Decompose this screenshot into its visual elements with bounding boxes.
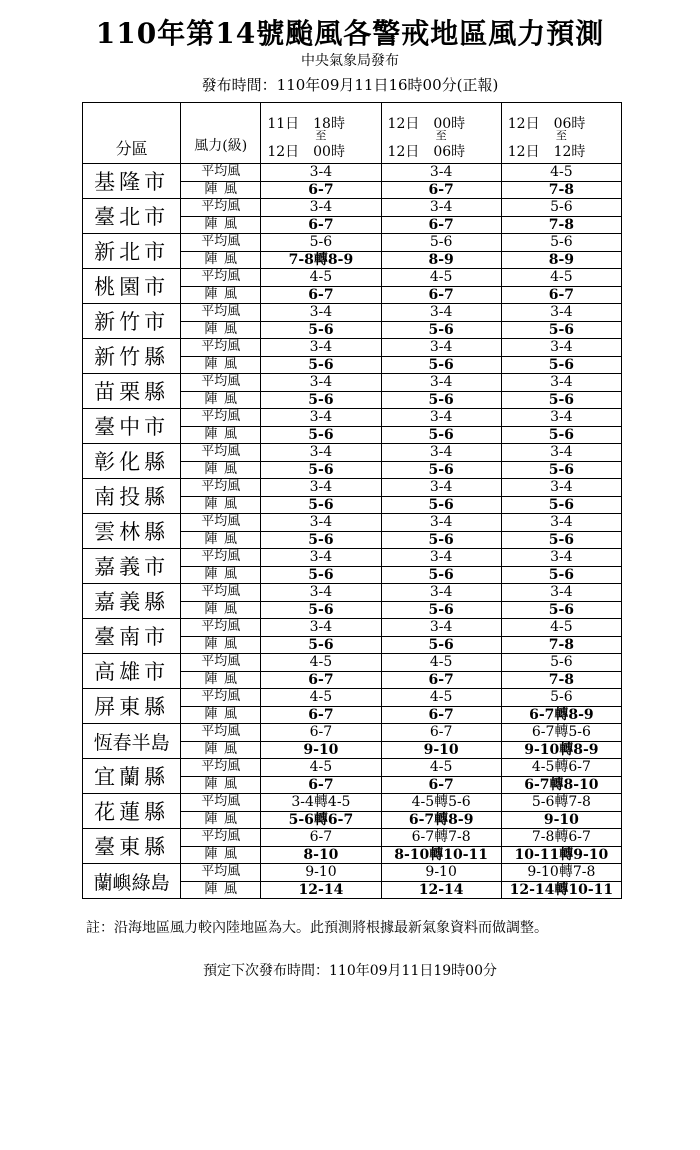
label-gust (181, 811, 261, 829)
label-average-wind (181, 479, 261, 497)
average-wind-value: 4-5 (261, 269, 381, 287)
label-average-wind (181, 339, 261, 357)
average-wind-value: 3-4 (381, 514, 501, 532)
area-name: 苗栗縣 (83, 374, 181, 409)
period-start: 12日 00時 (387, 116, 466, 132)
gust-value: 6-7 (381, 776, 501, 794)
average-wind-value: 3-4 (261, 444, 381, 462)
table-row (83, 199, 622, 217)
gust-value: 5-6 (501, 426, 621, 444)
average-wind-value: 6-7轉5-6 (501, 724, 621, 742)
gust-value: 10-11轉9-10 (501, 846, 621, 864)
average-wind-value: 3-4 (261, 514, 381, 532)
wind-type-text: 陣風 (204, 251, 237, 267)
average-wind-value: 5-6 (501, 234, 621, 252)
area-name: 基隆市 (83, 164, 181, 199)
area-name: 恆春半島 (83, 724, 181, 759)
table-row (83, 794, 622, 812)
wind-type-text: 平均風 (201, 724, 241, 740)
average-wind-value: 4-5 (381, 269, 501, 287)
wind-type-text: 陣風 (204, 496, 237, 512)
gust-value: 5-6 (381, 531, 501, 549)
label-average-wind (181, 304, 261, 322)
table-row (83, 374, 622, 392)
label-gust (181, 181, 261, 199)
average-wind-value: 6-7 (261, 829, 381, 847)
label-average-wind (181, 199, 261, 217)
average-wind-value: 4-5 (381, 654, 501, 672)
gust-value: 8-9 (501, 251, 621, 269)
wind-type-text: 陣風 (204, 706, 237, 722)
wind-type-text: 平均風 (201, 409, 241, 425)
gust-value: 6-7 (381, 216, 501, 234)
average-wind-value: 4-5 (501, 619, 621, 637)
label-average-wind (181, 234, 261, 252)
area-name: 雲林縣 (83, 514, 181, 549)
wind-type-text: 平均風 (201, 234, 241, 250)
wind-type-text: 平均風 (201, 654, 241, 670)
wind-type-text: 平均風 (201, 549, 241, 565)
gust-value: 5-6 (381, 321, 501, 339)
gust-value: 5-6 (261, 426, 381, 444)
table-row (83, 619, 622, 637)
average-wind-value: 6-7 (261, 724, 381, 742)
gust-value: 5-6 (261, 391, 381, 409)
gust-value: 6-7 (261, 181, 381, 199)
average-wind-value: 4-5轉5-6 (381, 794, 501, 812)
gust-value: 9-10 (381, 741, 501, 759)
area-name: 臺東縣 (83, 829, 181, 864)
table-row (83, 654, 622, 672)
average-wind-value: 3-4 (261, 199, 381, 217)
gust-value: 5-6 (381, 426, 501, 444)
gust-value: 5-6 (501, 356, 621, 374)
label-gust (181, 846, 261, 864)
gust-value: 5-6 (261, 461, 381, 479)
wind-type-text: 陣風 (204, 216, 237, 232)
gust-value: 5-6轉6-7 (261, 811, 381, 829)
wind-type-text: 平均風 (201, 584, 241, 600)
average-wind-value: 3-4 (381, 479, 501, 497)
label-gust (181, 321, 261, 339)
wind-type-text: 陣風 (204, 636, 237, 652)
label-average-wind (181, 269, 261, 287)
wind-type-text: 平均風 (201, 514, 241, 530)
average-wind-value: 3-4 (501, 409, 621, 427)
gust-value: 6-7 (261, 671, 381, 689)
gust-value: 5-6 (501, 566, 621, 584)
wind-type-text: 平均風 (201, 794, 241, 810)
average-wind-value: 6-7轉7-8 (381, 829, 501, 847)
average-wind-value: 3-4 (261, 549, 381, 567)
wind-type-text: 陣風 (204, 461, 237, 477)
label-average-wind (181, 549, 261, 567)
average-wind-value: 4-5轉6-7 (501, 759, 621, 777)
gust-value: 6-7 (381, 181, 501, 199)
page-title: 110年第14號颱風各警戒地區風力預測 (95, 17, 605, 50)
wind-type-text: 陣風 (204, 741, 237, 757)
average-wind-value: 5-6 (501, 689, 621, 707)
gust-value: 5-6 (261, 356, 381, 374)
area-name: 臺中市 (83, 409, 181, 444)
period-end: 12日 00時 (267, 144, 345, 160)
gust-value: 8-10 (261, 846, 381, 864)
gust-value: 6-7 (261, 216, 381, 234)
wind-type-text: 陣風 (204, 601, 237, 617)
wind-type-text: 平均風 (201, 479, 241, 495)
average-wind-value: 7-8轉6-7 (501, 829, 621, 847)
wind-type-text: 平均風 (201, 164, 241, 180)
gust-value: 9-10 (501, 811, 621, 829)
gust-value: 6-7轉8-9 (501, 706, 621, 724)
label-gust (181, 461, 261, 479)
gust-value: 5-6 (381, 461, 501, 479)
label-gust (181, 636, 261, 654)
label-average-wind (181, 689, 261, 707)
gust-value: 5-6 (381, 566, 501, 584)
label-average-wind (181, 829, 261, 847)
period-to: 至 (555, 129, 567, 142)
label-average-wind (181, 409, 261, 427)
wind-type-text: 陣風 (204, 776, 237, 792)
label-average-wind (181, 864, 261, 882)
header-period-1 (261, 103, 381, 164)
table-row (83, 759, 622, 777)
wind-type-text: 陣風 (204, 391, 237, 407)
wind-type-text: 平均風 (201, 689, 241, 705)
area-name: 臺北市 (83, 199, 181, 234)
gust-value: 8-9 (381, 251, 501, 269)
label-gust (181, 776, 261, 794)
label-average-wind (181, 444, 261, 462)
label-average-wind (181, 794, 261, 812)
average-wind-value: 3-4 (381, 584, 501, 602)
average-wind-value: 4-5 (381, 689, 501, 707)
label-gust (181, 216, 261, 234)
gust-value: 9-10 (261, 741, 381, 759)
average-wind-value: 3-4 (501, 444, 621, 462)
gust-value: 6-7轉8-10 (501, 776, 621, 794)
gust-value: 12-14轉10-11 (501, 881, 621, 899)
table-row (83, 339, 622, 357)
table-row (83, 689, 622, 707)
wind-type-text: 平均風 (201, 829, 241, 845)
label-gust (181, 601, 261, 619)
average-wind-value: 3-4 (261, 339, 381, 357)
wind-type-text: 平均風 (201, 199, 241, 215)
average-wind-value: 3-4 (381, 374, 501, 392)
label-gust (181, 251, 261, 269)
gust-value: 5-6 (381, 391, 501, 409)
label-gust (181, 706, 261, 724)
table-row (83, 514, 622, 532)
average-wind-value: 3-4 (261, 164, 381, 182)
gust-value: 7-8 (501, 216, 621, 234)
average-wind-value: 3-4 (501, 374, 621, 392)
average-wind-value: 3-4 (381, 549, 501, 567)
period-to: 至 (435, 129, 447, 142)
wind-type-text: 陣風 (204, 846, 237, 862)
gust-value: 5-6 (501, 321, 621, 339)
wind-type-text: 陣風 (204, 566, 237, 582)
area-name: 彰化縣 (83, 444, 181, 479)
average-wind-value: 3-4 (501, 304, 621, 322)
header-area: 分區 (83, 103, 181, 164)
gust-value: 12-14 (381, 881, 501, 899)
average-wind-value: 3-4 (381, 339, 501, 357)
table-header-row (83, 103, 622, 164)
average-wind-value: 5-6 (501, 654, 621, 672)
gust-value: 12-14 (261, 881, 381, 899)
label-gust (181, 391, 261, 409)
table-row (83, 829, 622, 847)
area-name: 南投縣 (83, 479, 181, 514)
table-row (83, 409, 622, 427)
area-name: 新竹縣 (83, 339, 181, 374)
gust-value: 8-10轉10-11 (381, 846, 501, 864)
table-row (83, 549, 622, 567)
wind-type-text: 平均風 (201, 444, 241, 460)
average-wind-value: 9-10轉7-8 (501, 864, 621, 882)
average-wind-value: 4-5 (501, 164, 621, 182)
gust-value: 7-8 (501, 181, 621, 199)
average-wind-value: 3-4 (501, 514, 621, 532)
label-average-wind (181, 619, 261, 637)
wind-type-text: 陣風 (204, 811, 237, 827)
gust-value: 6-7 (261, 776, 381, 794)
area-name: 新竹市 (83, 304, 181, 339)
gust-value: 9-10轉8-9 (501, 741, 621, 759)
average-wind-value: 3-4 (261, 374, 381, 392)
gust-value: 7-8 (501, 636, 621, 654)
label-gust (181, 356, 261, 374)
average-wind-value: 3-4 (261, 409, 381, 427)
average-wind-value: 5-6 (381, 234, 501, 252)
gust-value: 5-6 (381, 496, 501, 514)
period-start: 11日 18時 (267, 116, 345, 132)
gust-value: 5-6 (381, 356, 501, 374)
average-wind-value: 3-4 (381, 199, 501, 217)
average-wind-value: 3-4 (381, 619, 501, 637)
table-row (83, 584, 622, 602)
gust-value: 6-7 (261, 286, 381, 304)
table-row (83, 864, 622, 882)
area-name: 宜蘭縣 (83, 759, 181, 794)
average-wind-value: 9-10 (381, 864, 501, 882)
gust-value: 5-6 (261, 496, 381, 514)
label-gust (181, 881, 261, 899)
gust-value: 5-6 (261, 636, 381, 654)
label-average-wind (181, 514, 261, 532)
area-name: 嘉義縣 (83, 584, 181, 619)
header-wind-level: 風力(級) (181, 103, 261, 164)
area-name: 新北市 (83, 234, 181, 269)
average-wind-value: 3-4 (261, 479, 381, 497)
average-wind-value: 5-6 (501, 199, 621, 217)
wind-type-text: 陣風 (204, 426, 237, 442)
gust-value: 5-6 (261, 601, 381, 619)
wind-type-text: 陣風 (204, 321, 237, 337)
wind-type-text: 平均風 (201, 269, 241, 285)
label-average-wind (181, 654, 261, 672)
wind-type-text: 陣風 (204, 181, 237, 197)
area-name: 桃園市 (83, 269, 181, 304)
table-row (83, 724, 622, 742)
average-wind-value: 3-4 (501, 339, 621, 357)
gust-value: 7-8轉8-9 (261, 251, 381, 269)
table-row (83, 234, 622, 252)
average-wind-value: 3-4 (501, 584, 621, 602)
wind-forecast-table (82, 102, 622, 899)
wind-type-text: 平均風 (201, 304, 241, 320)
gust-value: 6-7轉8-9 (381, 811, 501, 829)
average-wind-value: 4-5 (501, 269, 621, 287)
label-gust (181, 426, 261, 444)
issuer: 中央氣象局發布 (301, 53, 399, 69)
average-wind-value: 4-5 (261, 689, 381, 707)
average-wind-value: 3-4 (501, 479, 621, 497)
gust-value: 5-6 (261, 531, 381, 549)
average-wind-value: 5-6轉7-8 (501, 794, 621, 812)
footnote: 註：沿海地區風力較內陸地區為大。此預測將根據最新氣象資料而做調整。 (86, 920, 548, 936)
gust-value: 5-6 (501, 461, 621, 479)
gust-value: 6-7 (381, 286, 501, 304)
table-body (83, 164, 622, 899)
average-wind-value: 3-4 (381, 409, 501, 427)
period-start: 12日 06時 (507, 116, 586, 132)
average-wind-value: 4-5 (261, 759, 381, 777)
period-to: 至 (315, 129, 327, 142)
area-name: 臺南市 (83, 619, 181, 654)
table-row (83, 444, 622, 462)
gust-value: 5-6 (501, 496, 621, 514)
table-row (83, 164, 622, 182)
label-gust (181, 286, 261, 304)
wind-type-text: 平均風 (201, 619, 241, 635)
average-wind-value: 3-4轉4-5 (261, 794, 381, 812)
average-wind-value: 4-5 (261, 654, 381, 672)
gust-value: 6-7 (381, 706, 501, 724)
average-wind-value: 3-4 (381, 444, 501, 462)
table-row (83, 269, 622, 287)
wind-type-text: 陣風 (204, 531, 237, 547)
gust-value: 5-6 (261, 321, 381, 339)
next-issue-time: 預定下次發布時間：110年09月11日19時00分 (203, 963, 497, 979)
wind-type-text: 平均風 (201, 864, 241, 880)
period-end: 12日 06時 (387, 144, 466, 160)
table-row (83, 479, 622, 497)
average-wind-value: 3-4 (381, 304, 501, 322)
label-average-wind (181, 164, 261, 182)
gust-value: 5-6 (261, 566, 381, 584)
wind-type-text: 陣風 (204, 881, 237, 897)
wind-type-text: 平均風 (201, 339, 241, 355)
label-gust (181, 531, 261, 549)
gust-value: 5-6 (381, 601, 501, 619)
label-average-wind (181, 584, 261, 602)
wind-type-text: 平均風 (201, 759, 241, 775)
area-name: 高雄市 (83, 654, 181, 689)
average-wind-value: 3-4 (501, 549, 621, 567)
label-gust (181, 741, 261, 759)
issue-time: 發布時間：110年09月11日16時00分(正報) (201, 76, 499, 94)
table-row (83, 304, 622, 322)
gust-value: 7-8 (501, 671, 621, 689)
average-wind-value: 3-4 (261, 584, 381, 602)
area-name: 嘉義市 (83, 549, 181, 584)
wind-type-text: 陣風 (204, 286, 237, 302)
average-wind-value: 5-6 (261, 234, 381, 252)
wind-type-text: 平均風 (201, 374, 241, 390)
period-end: 12日 12時 (507, 144, 586, 160)
gust-value: 6-7 (261, 706, 381, 724)
header-period-3 (501, 103, 621, 164)
label-gust (181, 566, 261, 584)
area-name: 蘭嶼綠島 (83, 864, 181, 899)
average-wind-value: 3-4 (381, 164, 501, 182)
average-wind-value: 3-4 (261, 304, 381, 322)
wind-type-text: 陣風 (204, 356, 237, 372)
gust-value: 6-7 (501, 286, 621, 304)
average-wind-value: 4-5 (381, 759, 501, 777)
label-gust (181, 671, 261, 689)
area-name: 屏東縣 (83, 689, 181, 724)
average-wind-value: 6-7 (381, 724, 501, 742)
gust-value: 5-6 (501, 391, 621, 409)
label-average-wind (181, 374, 261, 392)
average-wind-value: 3-4 (261, 619, 381, 637)
label-average-wind (181, 759, 261, 777)
wind-type-text: 陣風 (204, 671, 237, 687)
gust-value: 5-6 (501, 531, 621, 549)
average-wind-value: 9-10 (261, 864, 381, 882)
area-name: 花蓮縣 (83, 794, 181, 829)
label-gust (181, 496, 261, 514)
header-period-2 (381, 103, 501, 164)
gust-value: 6-7 (381, 671, 501, 689)
gust-value: 5-6 (501, 601, 621, 619)
label-average-wind (181, 724, 261, 742)
gust-value: 5-6 (381, 636, 501, 654)
